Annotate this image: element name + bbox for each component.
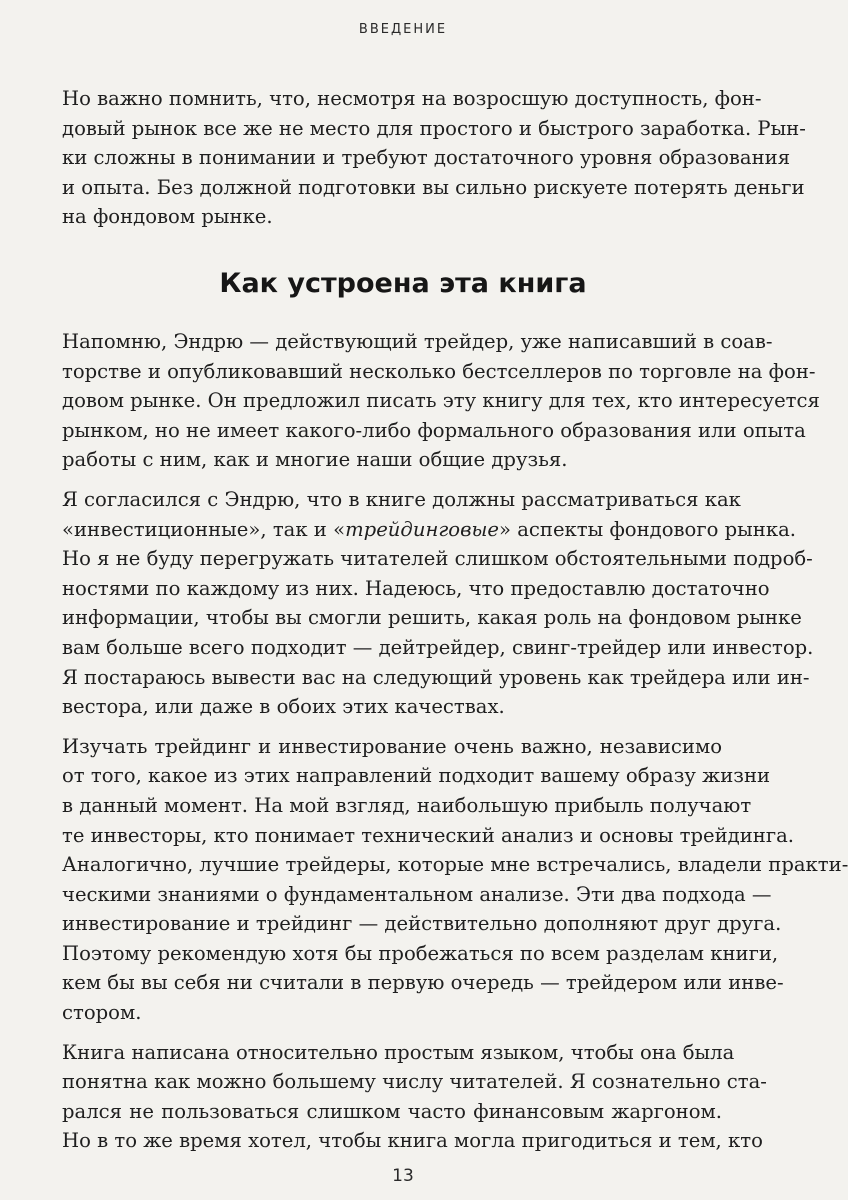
text-line: работы с ним, как и многие наши общие друзья. (62, 448, 568, 472)
text-line: и опыта. Без должной подготовки вы сильно рискуете потерять деньги (62, 175, 805, 199)
text-line: Изучать трейдинг и инвестирование очень важно, независимо (62, 734, 722, 758)
running-head: ВВЕДЕНИЕ (358, 22, 448, 37)
text-line: довый рынок все же не место для простого и быстрого заработка. Рын- (62, 116, 806, 140)
text-line: ки сложны в понимании и требуют достаточного уровня образования (62, 146, 791, 170)
text-line: Поэтому рекомендую хотя бы пробежаться по всем разделам книги, (62, 941, 779, 965)
section-body (62, 327, 848, 1156)
text-line: инвестирование и трейдинг — действительно дополняют друг друга. (62, 912, 782, 936)
text-line: вестора, или даже в обоих этих качествах. (62, 695, 505, 719)
text-line: Напомню, Эндрю — действующий трейдер, уже написавший в соав- (62, 330, 773, 353)
text-line-with-italic (62, 515, 796, 545)
text-fragment: «инвестиционные», так и « (62, 517, 346, 541)
text-line: Но важно помнить, что, несмотря на возросшую доступность, фон- (62, 87, 762, 110)
text-line: Я согласился с Эндрю, что в книге должны рассматриваться как (62, 487, 741, 511)
intro-paragraph (62, 84, 806, 232)
text-line: те инвесторы, кто понимает технический анализ и основы трейдинга. (62, 823, 795, 847)
paragraph-1 (62, 327, 820, 475)
text-line: рался не пользоваться слишком часто финансовым жаргоном. (62, 1099, 722, 1123)
italic-term: трейдинговые (345, 517, 500, 541)
text-line: Но в то же время хотел, чтобы книга могла пригодиться и тем, кто (62, 1129, 763, 1153)
text-line: ностями по каждому из них. Надеюсь, что предоставлю достаточно (62, 576, 770, 600)
text-line: кем бы вы себя ни считали в первую очередь — трейдером или инве- (62, 971, 784, 995)
text-line: рынком, но не имеет какого-либо формального образования или опыта (62, 418, 806, 442)
text-line: ческими знаниями о фундаментальном анализе. Эти два подхода — (62, 882, 772, 906)
text-line: Книга написана относительно простым языком, чтобы она была (62, 1040, 735, 1064)
text-line: в данный момент. На мой взгляд, наибольшую прибыль получают (62, 793, 752, 817)
text-line: на фондовом рынке. (62, 205, 273, 229)
text-line: от того, какое из этих направлений подходит вашему образу жизни (62, 764, 771, 788)
page-number: 13 (392, 1166, 414, 1186)
text-line: стором. (62, 1001, 142, 1025)
text-line: Но я не буду перегружать читателей слишком обстоятельными подроб- (62, 547, 813, 571)
text-line: Аналогично, лучшие трейдеры, которые мне встречались, владели практи- (62, 853, 848, 877)
paragraph-2 (62, 485, 814, 722)
text-line: торстве и опубликовавший несколько бестселлеров по торговле на фон- (62, 359, 816, 383)
text-line: Я постараюсь вывести вас на следующий уровень как трейдера или ин- (62, 665, 810, 689)
paragraph-4 (62, 1038, 767, 1156)
text-fragment: » аспекты фондового рынка. (499, 517, 796, 541)
section-heading: Как устроена эта книга (219, 268, 587, 299)
text-line: довом рынке. Он предложил писать эту книгу для тех, кто интересуется (62, 389, 820, 413)
text-line: вам больше всего подходит — дейтрейдер, свинг-трейдер или инвестор. (62, 635, 814, 659)
text-line: информации, чтобы вы смогли решить, какая роль на фондовом рынке (62, 606, 802, 630)
text-line: понятна как можно большему числу читателей. Я сознательно ста- (62, 1070, 767, 1094)
paragraph-3 (62, 732, 848, 1028)
